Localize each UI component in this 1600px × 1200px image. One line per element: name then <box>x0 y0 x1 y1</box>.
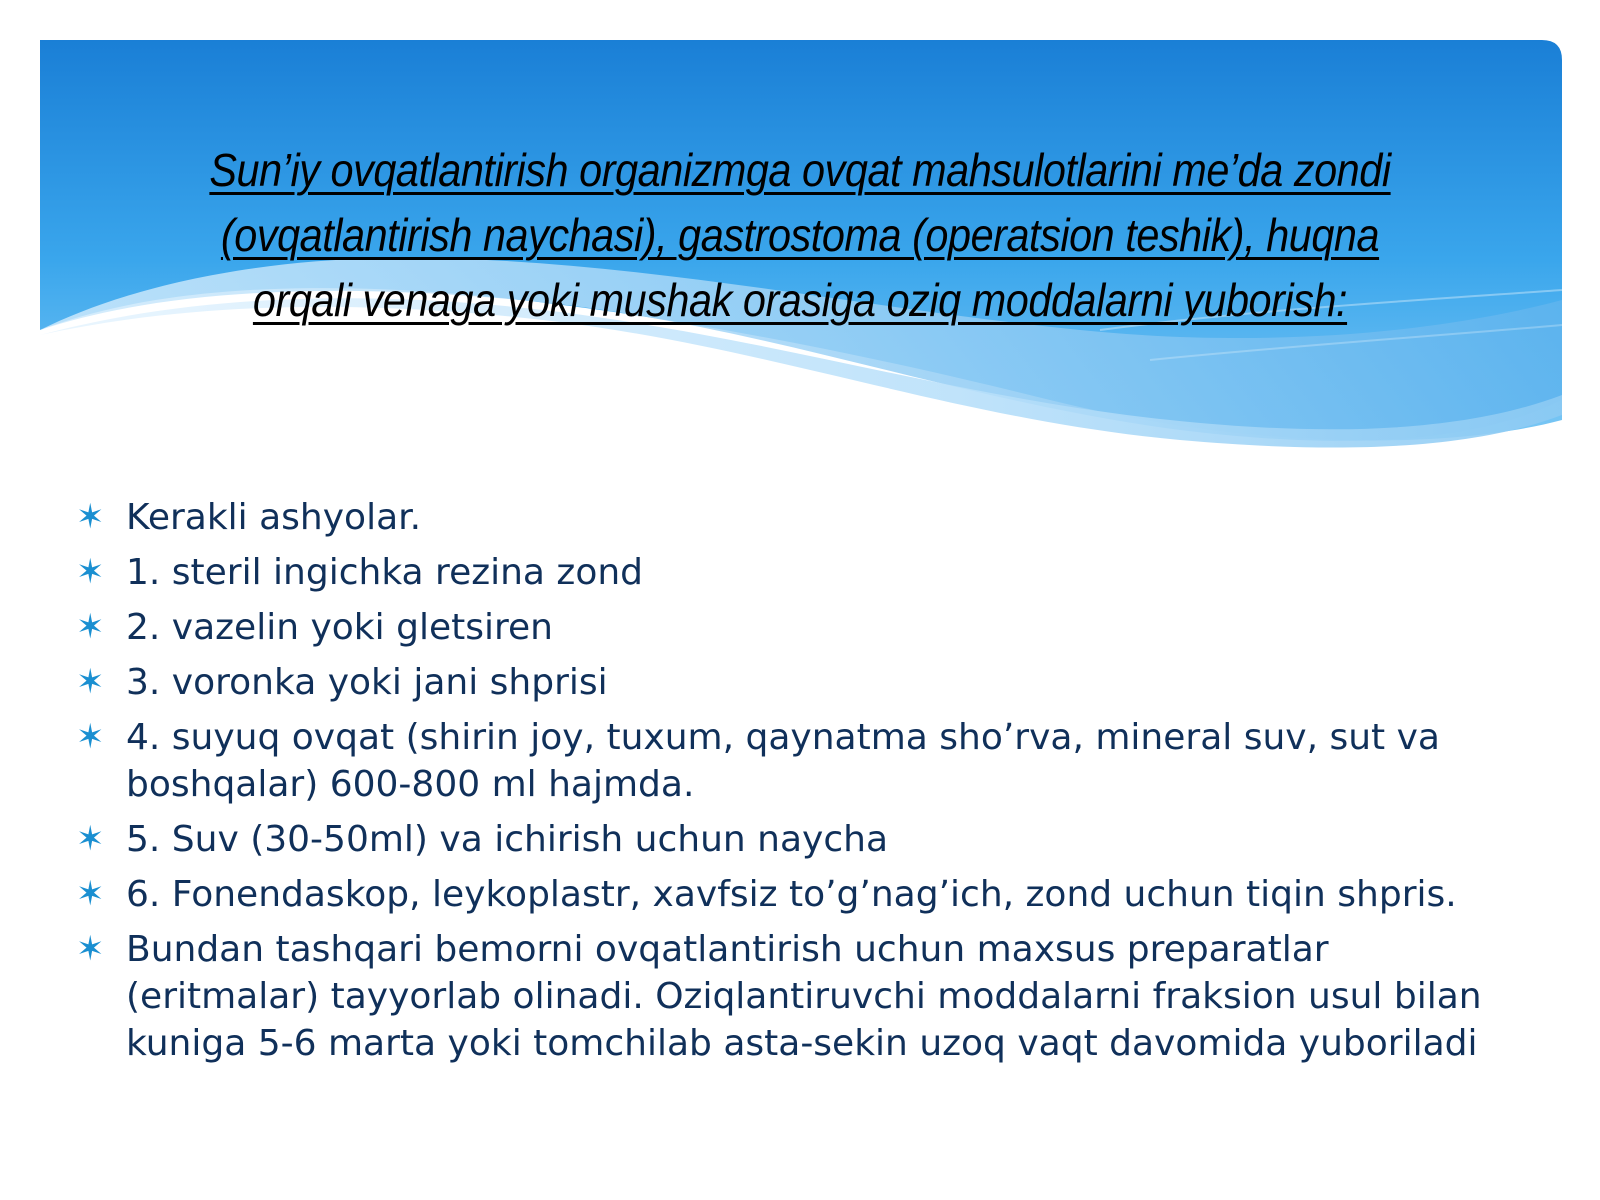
asterisk-bullet-icon: ✶ <box>76 717 105 757</box>
asterisk-bullet-icon: ✶ <box>76 929 105 969</box>
list-item-text: Kerakli ashyolar. <box>126 497 422 538</box>
list-item <box>76 714 1496 808</box>
list-item <box>76 659 1496 706</box>
title-line: orqali venaga yoki mushak orasiga oziq moddalarni yuborish: <box>252 274 1348 326</box>
list-item-text: Bundan tashqari bemorni ovqatlantirish uchun maxsus preparatlar (eritmalar) tayyorlab olinadi. Oziqlantiruvchi moddalarni fraksion usul bilan kuniga 5-6 marta yoki tomchilab asta-sekin uzoq vaqt davomida yuboriladi <box>126 929 1482 1064</box>
list-item-text: 2. vazelin yoki gletsiren <box>126 607 553 648</box>
asterisk-bullet-icon: ✶ <box>76 874 105 914</box>
list-item <box>76 549 1496 596</box>
asterisk-bullet-icon: ✶ <box>76 819 105 859</box>
list-item <box>76 926 1496 1067</box>
list-item <box>76 816 1496 863</box>
list-item-text: 5. Suv (30-50ml) va ichirish uchun naycha <box>126 819 889 860</box>
title-line: Sun’iy ovqatlantirish organizmga ovqat mahsulotlarini me’da zondi <box>209 144 1391 196</box>
asterisk-bullet-icon: ✶ <box>76 607 105 647</box>
list-item-text: 4. suyuq ovqat (shirin joy, tuxum, qaynatma sho’rva, mineral suv, sut va boshqalar) 600-800 ml hajmda. <box>126 717 1440 805</box>
asterisk-bullet-icon: ✶ <box>76 662 105 702</box>
supplies-list <box>76 494 1496 1075</box>
slide-title <box>161 138 1439 333</box>
title-line: (ovqatlantirish naychasi), gastrostoma (operatsion teshik), huqna <box>220 209 1380 261</box>
list-item <box>76 871 1496 918</box>
asterisk-bullet-icon: ✶ <box>76 497 105 537</box>
list-item <box>76 494 1496 541</box>
list-item <box>76 604 1496 651</box>
asterisk-bullet-icon: ✶ <box>76 552 105 592</box>
list-item-text: 6. Fonendaskop, leykoplastr, xavfsiz to’g’nag’ich, zond uchun tiqin shpris. <box>126 874 1457 915</box>
list-item-text: 3. voronka yoki jani shprisi <box>126 662 608 703</box>
list-item-text: 1. steril ingichka rezina zond <box>126 552 644 593</box>
